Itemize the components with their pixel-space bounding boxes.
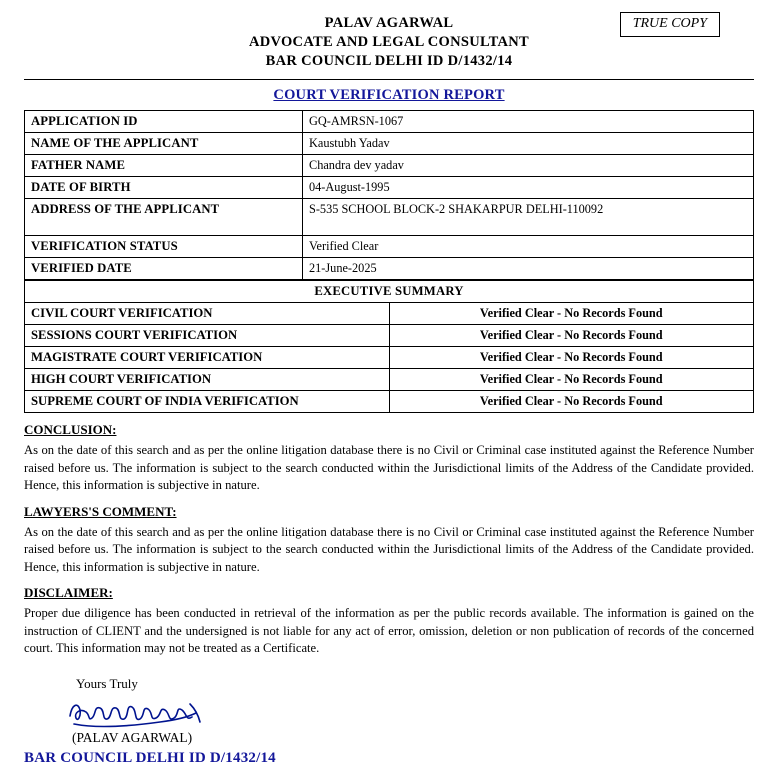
row-value: Chandra dev yadav [303,155,754,177]
row-result: Verified Clear - No Records Found [389,303,754,325]
conclusion-text: As on the date of this search and as per the online litigation database there is no Civil or Criminal case instituted against the Reference Number raised before us. The information is subject to the search conducted within the Jurisdictional limits of the Address of the Candidate provided. Hence, this information is subjective in nature. [24,443,754,492]
row-label: HIGH COURT VERIFICATION [25,369,390,391]
lawyers-comment-section [24,504,754,577]
table-row [25,111,754,133]
salutation: Yours Truly [76,675,138,691]
row-label: DATE OF BIRTH [25,177,303,199]
signatory-name: (PALAV AGARWAL) [72,729,193,745]
conclusion-section [24,422,754,495]
table-row [25,369,754,391]
row-value: GQ-AMRSN-1067 [303,111,754,133]
table-row [25,236,754,258]
row-result: Verified Clear - No Records Found [389,325,754,347]
true-copy-stamp: TRUE COPY [620,12,720,37]
conclusion-heading: CONCLUSION: [24,422,117,437]
table-row [25,133,754,155]
executive-summary-table [24,280,754,413]
row-label: SUPREME COURT OF INDIA VERIFICATION [25,391,390,413]
row-label: APPLICATION ID [25,111,303,133]
applicant-details-table [24,110,754,280]
summary-title: EXECUTIVE SUMMARY [25,281,754,303]
row-value: Kaustubh Yadav [303,133,754,155]
table-row [25,155,754,177]
table-row [25,303,754,325]
lawyers-comment-text: As on the date of this search and as per the online litigation database there is no Civil or Criminal case instituted against the Reference Number raised before us. The information is subject to the search conducted within the Jurisdictional limits of the Address of the Candidate provided. Hence, this information is subjective in nature. [24,524,754,574]
table-row [25,391,754,413]
advocate-designation: ADVOCATE AND LEGAL CONSULTANT [248,34,530,50]
disclaimer-section [24,585,754,658]
table-row [25,347,754,369]
disclaimer-heading: DISCLAIMER: [24,585,113,600]
bar-council-id: BAR COUNCIL DELHI ID D/1432/14 [265,53,513,69]
row-value: 04-August-1995 [303,177,754,199]
row-label: ADDRESS OF THE APPLICANT [25,199,303,236]
signature-image [64,694,754,732]
row-label: VERIFIED DATE [25,258,303,280]
row-value: 21-June-2025 [303,258,754,280]
table-row [25,199,754,236]
row-value: Verified Clear [303,236,754,258]
summary-title-row [25,281,754,303]
row-label: VERIFICATION STATUS [25,236,303,258]
table-row [25,177,754,199]
table-row [25,325,754,347]
row-label: CIVIL COURT VERIFICATION [25,303,390,325]
row-result: Verified Clear - No Records Found [389,347,754,369]
row-label: MAGISTRATE COURT VERIFICATION [25,347,390,369]
lawyers-comment-heading: LAWYERS'S COMMENT: [24,503,177,519]
row-label: SESSIONS COURT VERIFICATION [25,325,390,347]
page-title: COURT VERIFICATION REPORT [273,87,505,103]
table-row [25,258,754,280]
row-result: Verified Clear - No Records Found [389,369,754,391]
advocate-name: PALAV AGARWAL [324,15,454,31]
header-divider [24,79,754,80]
footer-bar-council-id: BAR COUNCIL DELHI ID D/1432/14 [24,749,276,766]
row-label: NAME OF THE APPLICANT [25,133,303,155]
row-label: FATHER NAME [25,155,303,177]
row-result: Verified Clear - No Records Found [389,391,754,413]
disclaimer-text: Proper due diligence has been conducted in retrieval of the information as per the public records available. The information is gained on the instruction of CLIENT and the undersigned is not liable for any act of error, omission, deletion or non publication of records of the concerned court. This information may not be treated as a Certificate. [24,606,754,655]
row-value: S-535 SCHOOL BLOCK-2 SHAKARPUR DELHI-110092 [303,199,754,236]
